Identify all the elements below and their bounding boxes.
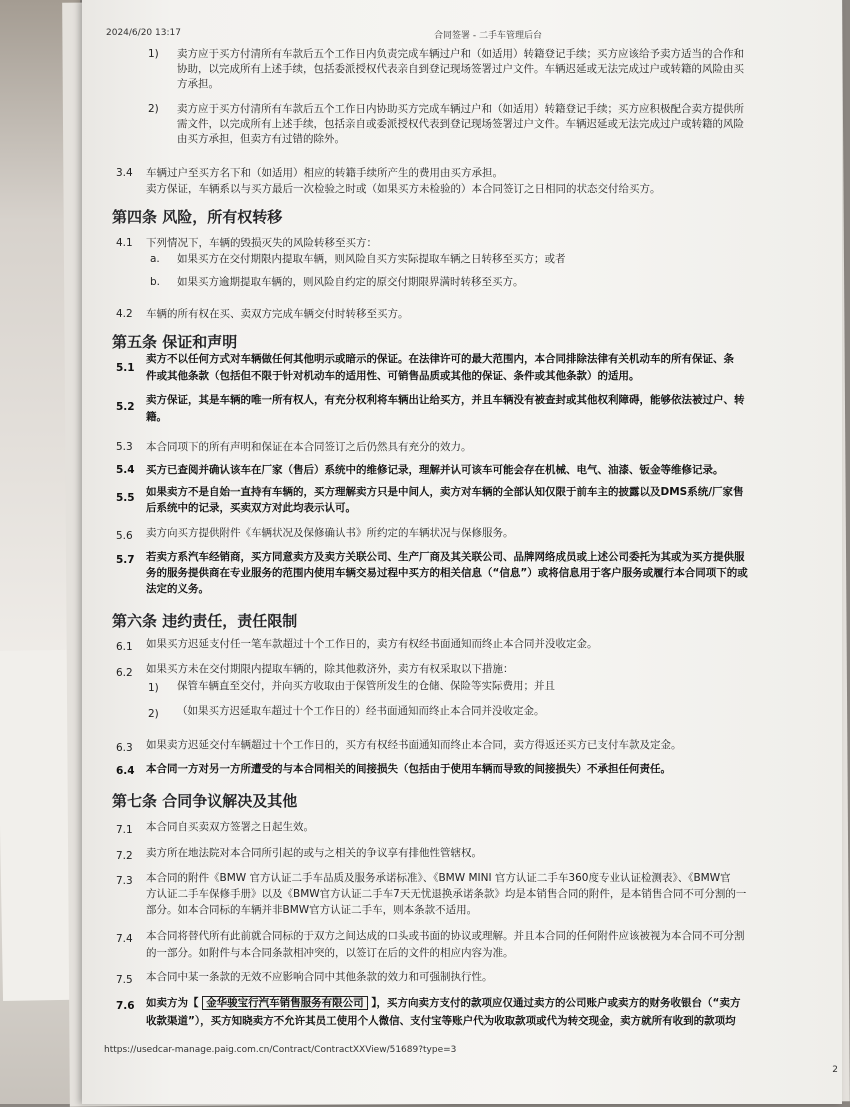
section-heading: 第六条 违约责任，责任限制 (112, 612, 298, 630)
item-number: b. (150, 276, 161, 288)
clause-text: 如果买方在交付期限内提取车辆，则风险自买方实际提取车辆之日转移至买方；或者 (177, 253, 566, 265)
clause-text: 卖方不以任何方式对车辆做任何其他明示或暗示的保证。在法律许可的最大范围内，本合同排除法律有关机动车的所有保证、条 (146, 353, 734, 365)
clause-text: 方承担。 (177, 78, 219, 90)
clause-text: 买方已查阅并确认该车在厂家（售后）系统中的维修记录，理解并认可该车可能会存在机械、电气、油漆、钣金等维修记录。 (146, 464, 724, 476)
clause-text: 本合同中某一条款的无效不应影响合同中其他条款的效力和可强制执行性。 (146, 971, 493, 983)
clause-text: 如果买方迟延支付任一笔车款超过十个工作日的，卖方有权经书面通知而终止本合同并没收定金。 (146, 638, 598, 650)
clause-text: 卖方所在地法院对本合同所引起的或与之相关的争议享有排他性管辖权。 (146, 847, 482, 859)
clause-text: 下列情况下，车辆的毁损灭失的风险转移至买方： (146, 237, 377, 249)
clause-number: 6.3 (116, 742, 133, 754)
clause-text: 方认证二手车保修手册》以及《BMW官方认证二手车7天无忧退换承诺条款》均是本销售合同的附件，是本销售合同不可分割的一 (146, 888, 747, 900)
page-number: 2 (832, 1065, 838, 1075)
clause-text: 车辆过户至买方名下和（如适用）相应的转籍手续所产生的费用由买方承担。 (146, 167, 503, 179)
clause-text: 法定的义务。 (146, 583, 209, 595)
clause-text: 如果卖方不是自始一直持有车辆的，买方理解卖方只是中间人，卖方对车辆的全部认知仅限于前车主的披露以及DMS系统/厂家售 (146, 486, 744, 498)
item-number: 1) (148, 682, 159, 694)
clause-number: 5.7 (116, 554, 135, 566)
clause-number: 7.4 (116, 933, 133, 945)
clause-number: 7.6 (116, 1000, 135, 1012)
clause-text: 需文件，以完成所有上述手续，包括亲自或委派授权代表到登记现场签署过户文件。车辆迟延或无法完成过户或转籍的风险 (177, 118, 744, 130)
clause-text: 件或其他条款（包括但不限于针对机动车的适用性、可销售品质或其他的保证、条件或其他条款）的适用。 (146, 370, 640, 382)
clause-text: 的一部分。如附件与本合同条款相冲突的，以签订在后的文件的相应内容为准。 (146, 947, 514, 959)
clause-text: 如果买方逾期提取车辆的，则风险自约定的原交付期限界满时转移至买方。 (177, 276, 524, 288)
clause-text: 收款渠道”），买方知晓卖方不允许其员工使用个人微信、支付宝等账户代为收取款项或代为转交现金，卖方就所有收到的款项均 (146, 1015, 736, 1027)
clause-number: 7.5 (116, 974, 133, 986)
clause-text: 本合同的附件《BMW 官方认证二手车品质及服务承诺标准》、《BMW MINI 官方认证二手车360度专业认证检测表》、《BMW官 (146, 872, 731, 884)
clause-text: 本合同项下的所有声明和保证在本合同签订之后仍然具有充分的效力。 (146, 441, 472, 453)
clause-number: 7.3 (116, 875, 133, 887)
clause-text: 卖方应于买方付清所有车款后五个工作日内协助买方完成车辆过户和（如适用）转籍登记手续；买方应积极配合卖方提供所 (177, 103, 744, 115)
item-number: 1) (148, 48, 159, 60)
clause-number: 5.4 (116, 464, 135, 476)
contract-body (82, 0, 842, 1104)
clause-text-suffix: 】，买方向卖方支付的款项应仅通过卖方的公司账户或卖方的财务收银台（“卖方 (371, 997, 741, 1009)
clause-text: 务的服务提供商在专业服务的范围内使用车辆交易过程中买方的相关信息（“信息”）或将信息用于客户服务或履行本合同项下的或 (146, 567, 748, 579)
clause-text: 如果买方未在交付期限内提取车辆的，除其他救济外，卖方有权采取以下措施： (146, 663, 514, 675)
clause-number: 7.2 (116, 850, 133, 862)
clause-text: 籍。 (146, 411, 167, 423)
clause-text: 由买方承担，但卖方有过错的除外。 (177, 133, 345, 145)
clause-text: 后系统中的记录，买卖双方对此均表示认可。 (146, 502, 356, 514)
page-title: 合同签署 - 二手车管理后台 (434, 31, 542, 41)
print-date: 2024/6/20 13:17 (106, 28, 181, 38)
clause-text: 保管车辆直至交付，并向买方收取由于保管所发生的仓储、保险等实际费用；并且 (177, 680, 555, 692)
clause-text: 本合同一方对另一方所遭受的与本合同相关的间接损失（包括由于使用车辆而导致的间接损失）不承担任何责任。 (146, 763, 671, 775)
clause-text: （如果买方迟延取车超过十个工作日的）经书面通知而终止本合同并没收定金。 (177, 705, 545, 717)
clause-text: 协助，以完成所有上述手续，包括委派授权代表亲自到登记现场签署过户文件。车辆迟延或无法完成过户或转籍的风险由买 (177, 63, 744, 75)
clause-number: 6.2 (116, 667, 133, 679)
clause-text: 本合同将替代所有此前就合同标的于双方之间达成的口头或书面的协议或理解。并且本合同的任何附件应该被视为本合同不可分割 (146, 930, 745, 942)
clause-text: 卖方应于买方付清所有车款后五个工作日内负责完成车辆过户和（如适用）转籍登记手续；买方应该给予卖方适当的合作和 (177, 48, 744, 60)
clause-number: 5.1 (116, 362, 135, 374)
item-number: 2) (148, 103, 159, 115)
clause-text: 如果卖方迟延交付车辆超过十个工作日的，买方有权经书面通知而终止本合同，卖方得返还买方已支付车款及定金。 (146, 739, 682, 751)
clause-text: 卖方保证，车辆系以与买方最后一次检验之时或（如果买方未检验的）本合同签订之日相同的状态交付给买方。 (146, 183, 661, 195)
clause-number: 5.2 (116, 401, 135, 413)
clause-number: 4.1 (116, 237, 133, 249)
clause-number: 7.1 (116, 824, 133, 836)
clause-number: 4.2 (116, 308, 133, 320)
item-number: a. (150, 253, 160, 265)
clause-text: 卖方向买方提供附件《车辆状况及保修确认书》所约定的车辆状况与保修服务。 (146, 527, 514, 539)
section-heading: 第五条 保证和声明 (112, 333, 238, 351)
clause-text: 部分。如本合同标的车辆并非BMW官方认证二手车，则本条款不适用。 (146, 904, 478, 916)
company-name: 金华骏宝行汽车销售服务有限公司 (202, 996, 368, 1010)
item-number: 2) (148, 708, 159, 720)
clause-number: 6.4 (116, 765, 135, 777)
contract-page (82, 0, 842, 1104)
clause-text: 若卖方系汽车经销商，买方同意卖方及卖方关联公司、生产厂商及其关联公司、品牌网络成员或上述公司委托为其或为买方提供服 (146, 551, 745, 563)
section-heading: 第七条 合同争议解决及其他 (112, 792, 298, 810)
clause-number: 5.5 (116, 492, 135, 504)
clause-number: 6.1 (116, 641, 133, 653)
clause-text-prefix: 如卖方为【 (146, 997, 199, 1009)
page-url: https://usedcar-manage.paig.com.cn/Contract/ContractXXView/51689?type=3 (104, 1045, 457, 1055)
clause-number: 5.6 (116, 530, 133, 542)
clause-text (146, 996, 740, 1010)
clause-text: 车辆的所有权在买、卖双方完成车辆交付时转移至买方。 (146, 308, 409, 320)
section-heading: 第四条 风险，所有权转移 (112, 208, 283, 226)
clause-text: 本合同自买卖双方签署之日起生效。 (146, 821, 314, 833)
clause-number: 3.4 (116, 167, 133, 179)
clause-number: 5.3 (116, 441, 133, 453)
clause-text: 卖方保证，其是车辆的唯一所有权人，有充分权利将车辆出让给买方，并且车辆没有被查封或其他权利障碍，能够依法被过户、转 (146, 394, 745, 406)
